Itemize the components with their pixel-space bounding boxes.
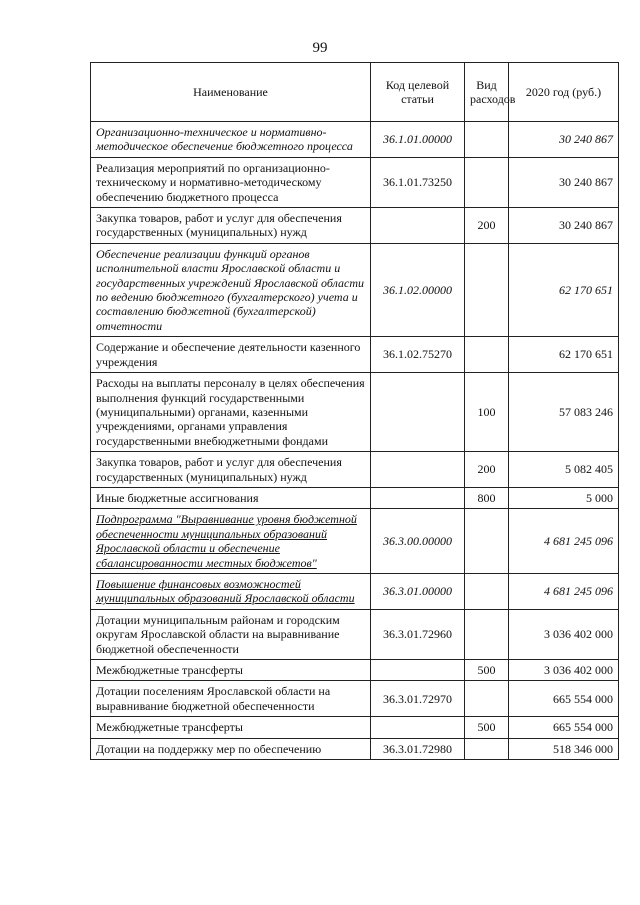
row-name-cell: Обеспечение реализации функций органов исполнительной власти Ярославской области и государственных учреждений Ярославской области по ведению бюджетного (бухгалтерского) учета и составлению бюджетной (бухгалтерской) отчетности	[91, 243, 371, 336]
row-amount-cell: 30 240 867	[509, 122, 619, 158]
row-amount-cell: 5 000	[509, 487, 619, 508]
row-amount-cell: 665 554 000	[509, 681, 619, 717]
row-amount-cell: 62 170 651	[509, 337, 619, 373]
row-code-cell: 36.3.01.72970	[371, 681, 465, 717]
row-name-cell: Межбюджетные трансферты	[91, 660, 371, 681]
row-name-cell: Дотации поселениям Ярославской области на выравнивание бюджетной обеспеченности	[91, 681, 371, 717]
table-row	[91, 487, 619, 508]
table-row	[91, 681, 619, 717]
row-type-cell: 500	[465, 660, 509, 681]
row-code-cell	[371, 717, 465, 738]
row-amount-cell: 3 036 402 000	[509, 609, 619, 659]
budget-table	[90, 62, 619, 760]
table-row	[91, 738, 619, 759]
row-amount-cell: 665 554 000	[509, 717, 619, 738]
row-code-cell: 36.3.01.00000	[371, 573, 465, 609]
table-row	[91, 609, 619, 659]
table-header-row	[91, 63, 619, 122]
row-type-cell: 100	[465, 373, 509, 452]
table-row	[91, 208, 619, 244]
row-type-cell	[465, 573, 509, 609]
row-type-cell	[465, 681, 509, 717]
row-type-cell	[465, 509, 509, 574]
header-code: Код целевой статьи	[371, 63, 465, 122]
row-type-cell	[465, 738, 509, 759]
row-name-cell: Иные бюджетные ассигнования	[91, 487, 371, 508]
row-type-cell	[465, 609, 509, 659]
row-code-cell	[371, 660, 465, 681]
page-number: 99	[312, 40, 328, 56]
header-name: Наименование	[91, 63, 371, 122]
row-name-cell: Дотации муниципальным районам и городским округам Ярославской области на выравнивание бюджетной обеспеченности	[91, 609, 371, 659]
table-row	[91, 717, 619, 738]
table-row	[91, 243, 619, 336]
row-amount-cell: 30 240 867	[509, 157, 619, 207]
row-amount-cell: 5 082 405	[509, 452, 619, 488]
row-type-cell	[465, 157, 509, 207]
row-amount-cell: 4 681 245 096	[509, 573, 619, 609]
row-name-cell: Дотации на поддержку мер по обеспечению	[91, 738, 371, 759]
table-row	[91, 509, 619, 574]
row-code-cell: 36.1.01.00000	[371, 122, 465, 158]
row-code-cell: 36.1.01.73250	[371, 157, 465, 207]
row-amount-cell: 62 170 651	[509, 243, 619, 336]
row-code-cell: 36.3.00.00000	[371, 509, 465, 574]
table-row	[91, 373, 619, 452]
row-amount-cell: 30 240 867	[509, 208, 619, 244]
row-code-cell	[371, 373, 465, 452]
row-amount-cell: 518 346 000	[509, 738, 619, 759]
row-code-cell	[371, 487, 465, 508]
table-row	[91, 122, 619, 158]
row-type-cell: 800	[465, 487, 509, 508]
row-type-cell	[465, 122, 509, 158]
row-code-cell: 36.3.01.72960	[371, 609, 465, 659]
row-type-cell: 200	[465, 452, 509, 488]
header-amount: 2020 год (руб.)	[509, 63, 619, 122]
row-type-cell	[465, 243, 509, 336]
row-name-cell: Закупка товаров, работ и услуг для обеспечения государственных (муниципальных) нужд	[91, 452, 371, 488]
row-amount-cell: 57 083 246	[509, 373, 619, 452]
row-type-cell	[465, 337, 509, 373]
row-code-cell: 36.1.02.00000	[371, 243, 465, 336]
table-row	[91, 573, 619, 609]
row-name-cell: Межбюджетные трансферты	[91, 717, 371, 738]
row-name-cell: Реализация мероприятий по организационно-техническому и нормативно-методическому обеспечению бюджетного процесса	[91, 157, 371, 207]
table-row	[91, 660, 619, 681]
header-type: Вид расходов	[465, 63, 509, 122]
row-code-cell: 36.1.02.75270	[371, 337, 465, 373]
row-name-cell: Закупка товаров, работ и услуг для обеспечения государственных (муниципальных) нужд	[91, 208, 371, 244]
row-name-cell: Подпрограмма "Выравнивание уровня бюджетной обеспеченности муниципальных образований Ярославской области и обеспечение сбалансированности местных бюджетов"	[91, 509, 371, 574]
row-amount-cell: 4 681 245 096	[509, 509, 619, 574]
row-amount-cell: 3 036 402 000	[509, 660, 619, 681]
row-name-cell: Содержание и обеспечение деятельности казенного учреждения	[91, 337, 371, 373]
table-row	[91, 452, 619, 488]
row-name-cell: Организационно-техническое и нормативно-методическое обеспечение бюджетного процесса	[91, 122, 371, 158]
row-code-cell	[371, 208, 465, 244]
row-type-cell: 500	[465, 717, 509, 738]
row-name-cell: Расходы на выплаты персоналу в целях обеспечения выполнения функций государственными (муниципальными) органами, казенными учреждениями, органами управления государственными внебюджетными фондами	[91, 373, 371, 452]
row-code-cell	[371, 452, 465, 488]
row-code-cell: 36.3.01.72980	[371, 738, 465, 759]
row-type-cell: 200	[465, 208, 509, 244]
table-row	[91, 157, 619, 207]
table-row	[91, 337, 619, 373]
row-name-cell: Повышение финансовых возможностей муниципальных образований Ярославской области	[91, 573, 371, 609]
